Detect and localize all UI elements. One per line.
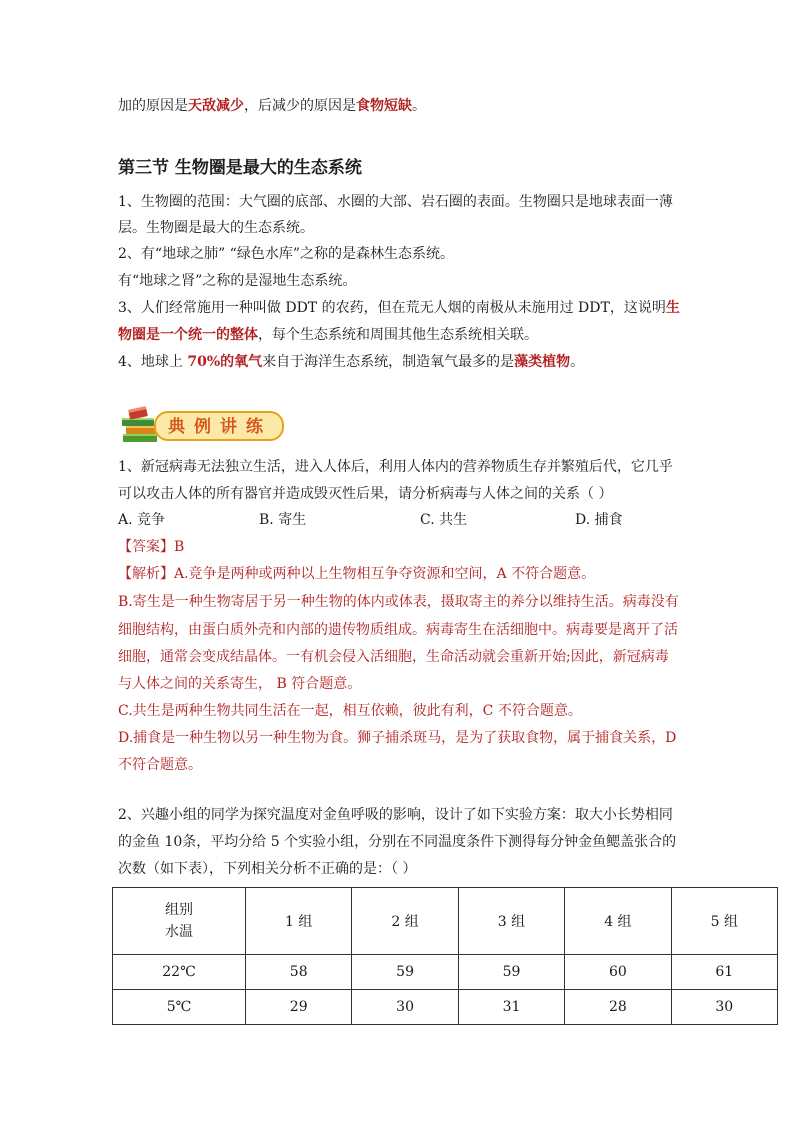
emphasis-text: 生	[665, 300, 680, 316]
table-cell: 30	[671, 990, 777, 1025]
point-1-line-2: 层。生物圈是最大的生态系统。	[118, 220, 314, 236]
emphasis-text: 天敌减少	[188, 98, 244, 114]
table-header-cell: 3 组	[458, 888, 564, 955]
text-segment: A.竞争是两种或两种以上生物相互争夺资源和空间，A 不符合题意。	[174, 566, 596, 582]
table-row	[113, 955, 778, 990]
table-cell: 29	[246, 990, 352, 1025]
text-segment: ，每个生态系统和周围其他生态系统相关联。	[258, 327, 538, 343]
text-segment: 加的原因是	[118, 98, 188, 114]
table-cell: 30	[352, 990, 458, 1025]
analysis-line-5: 与人体之间的关系寄生， B 符合题意。	[118, 676, 362, 692]
table-header-cell: 5 组	[671, 888, 777, 955]
emphasis-text: 物圈是一个统一的整体	[118, 327, 258, 343]
text-segment: 来自于海洋生态系统，制造氧气最多的是	[262, 354, 515, 370]
table-header-cell: 4 组	[565, 888, 671, 955]
text-segment: 。	[412, 98, 426, 114]
emphasis-text: 藻类植物	[514, 354, 571, 370]
emphasis-text: 食物短缺	[356, 98, 412, 114]
option-a: A. 竞争	[118, 512, 166, 528]
table-header-cell: 1 组	[246, 888, 352, 955]
table-cell: 31	[458, 990, 564, 1025]
question-2-line-2: 的金鱼 10条，平均分给 5 个实验小组，分别在不同温度条件下测得每分钟金鱼鳃盖张合的	[118, 834, 677, 850]
option-b: B. 寄生	[259, 512, 307, 528]
question-2-line-3: 次数（如下表），下列相关分析不正确的是：（ ）	[118, 861, 417, 877]
table-cell: 28	[565, 990, 671, 1025]
question-2-line-1: 2、兴趣小组的同学为探究温度对金鱼呼吸的影响，设计了如下实验方案：取大小长势相同	[118, 807, 673, 823]
corner-label-temperature: 水温	[165, 924, 193, 940]
table-cell: 59	[352, 955, 458, 990]
point-2-line-1: 2、有“地球之肺” “绿色水库”之称的是森林生态系统。	[118, 246, 454, 262]
answer-line: 【答案】B	[118, 539, 185, 555]
table-row	[113, 990, 778, 1025]
analysis-line-1	[118, 564, 595, 584]
text-line-continuation	[118, 96, 426, 116]
point-4-line	[118, 352, 584, 372]
example-section-badge	[120, 404, 290, 448]
text-segment: ，后减少的原因是	[244, 98, 356, 114]
table-cell: 60	[565, 955, 671, 990]
text-segment: 3、人们经常施用一种叫做 DDT 的农药，但在荒无人烟的南极从未施用过 DDT，这说明	[118, 300, 666, 316]
text-segment: 4、地球上	[118, 354, 188, 370]
data-table	[112, 887, 778, 1025]
table-header-row	[113, 888, 778, 955]
table-header-cell: 2 组	[352, 888, 458, 955]
option-d: D. 捕食	[575, 512, 623, 528]
emphasis-text: 70%的氧气	[187, 354, 263, 370]
analysis-label: 【解析】	[118, 566, 174, 582]
badge-label: 典例讲练	[168, 417, 272, 437]
point-3-line-1	[118, 298, 680, 318]
point-1-line-1: 1、生物圈的范围：大气圈的底部、水圈的大部、岩石圈的表面。生物圈只是地球表面一薄	[118, 194, 673, 210]
option-c: C. 共生	[420, 512, 468, 528]
section-title: 第三节 生物圈是最大的生态系统	[118, 158, 362, 178]
analysis-line-6: C.共生是两种生物共同生活在一起，相互依赖，彼此有利，C 不符合题意。	[118, 703, 582, 719]
question-1-line-1: 1、新冠病毒无法独立生活，进入人体后，利用人体内的营养物质生存并繁殖后代，它几乎	[118, 459, 673, 475]
table-corner-cell	[113, 888, 246, 955]
analysis-line-3: 细胞结构，由蛋白质外壳和内部的遗传物质组成。病毒寄生在活细胞中。病毒要是离开了活	[118, 622, 678, 638]
point-2-line-2: 有“地球之肾”之称的是湿地生态系统。	[118, 273, 357, 289]
text-segment: 。	[570, 354, 585, 370]
row-label: 22℃	[113, 955, 246, 990]
analysis-line-4: 细胞，通常会变成结晶体。一有机会侵入活细胞，生命活动就会重新开始;因此，新冠病毒	[118, 649, 669, 665]
table-cell: 58	[246, 955, 352, 990]
analysis-line-8: 不符合题意。	[118, 757, 202, 773]
analysis-line-2: B.寄生是一种生物寄居于另一种生物的体内或体表，摄取寄主的养分以维持生活。病毒没有	[118, 594, 679, 610]
point-3-line-2	[118, 325, 538, 345]
row-label: 5℃	[113, 990, 246, 1025]
table-cell: 59	[458, 955, 564, 990]
question-1-line-2: 可以攻击人体的所有器官并造成毁灭性后果，请分析病毒与人体之间的关系（ ）	[118, 486, 613, 502]
analysis-line-7: D.捕食是一种生物以另一种生物为食。狮子捕杀斑马，是为了获取食物，属于捕食关系，D	[118, 730, 677, 746]
table-cell: 61	[671, 955, 777, 990]
corner-label-group: 组别	[165, 902, 193, 918]
